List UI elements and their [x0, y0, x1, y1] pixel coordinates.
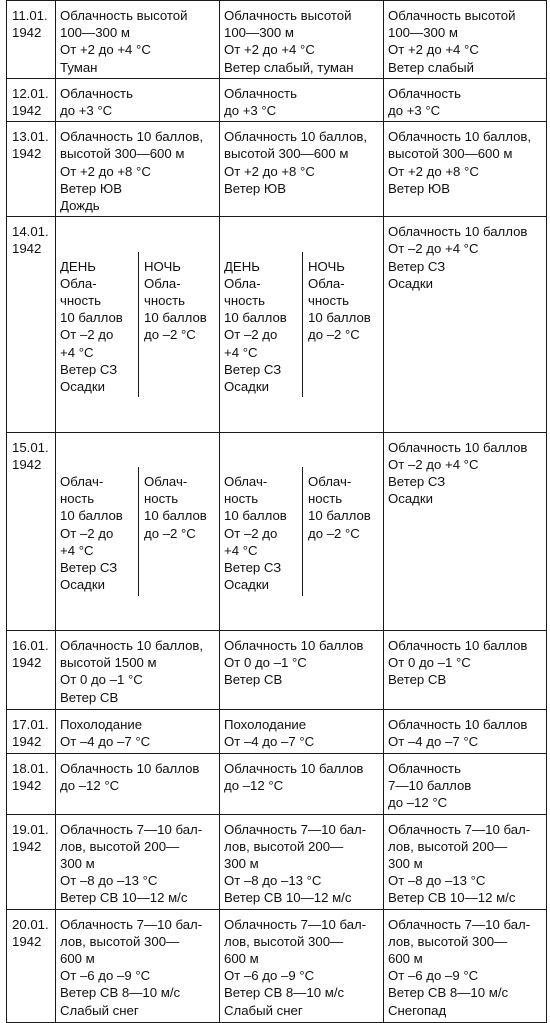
- table-row: [7, 122, 547, 217]
- weather-cell: Облачность 10 баллов до –12 °С: [220, 753, 384, 814]
- weather-cell: Облачность до +3 °С: [220, 78, 384, 121]
- table-row: [7, 753, 547, 814]
- date-cell: 12.01. 1942: [7, 78, 56, 121]
- weather-cell: Облачность 10 баллов От –2 до +4 °С Ветер СЗ Осадки: [384, 217, 547, 432]
- weather-cell: Облачность высотой 100—300 м От +2 до +4 °С Ветер слабый: [384, 1, 547, 79]
- day-night-cell: [220, 432, 384, 630]
- weather-table: [6, 0, 547, 1023]
- day-night-cell: [220, 217, 384, 432]
- table-row: [7, 630, 547, 709]
- table-row: [7, 432, 547, 630]
- weather-cell: Облачность 10 баллов От –4 до –7 °С: [384, 709, 547, 753]
- weather-cell: Облачность 7—10 бал- лов, высотой 200— 300 м От –8 до –13 °С Ветер СВ 10—12 м/с: [384, 814, 547, 909]
- table-row: [7, 909, 547, 1022]
- weather-cell: Облачность 10 баллов, высотой 300—600 м От +2 до +8 °С Ветер ЮВ: [220, 122, 384, 217]
- weather-cell: Облачность 10 баллов От 0 до –1 °С Ветер СВ: [220, 630, 384, 709]
- weather-cell: Облачность до +3 °С: [56, 78, 220, 121]
- table-row: [7, 78, 547, 121]
- day-sub-cell: Облач- ность 10 баллов От –2 до +4 °С Ветер СЗ Осадки: [56, 467, 139, 595]
- table-row: [7, 709, 547, 753]
- weather-cell: Облачность 7—10 бал- лов, высотой 200— 300 м От –8 до –13 °С Ветер СВ 10—12 м/с: [56, 814, 220, 909]
- day-night-cell: [56, 217, 220, 432]
- weather-cell: Облачность 10 баллов, высотой 300—600 м От +2 до +8 °С Ветер ЮВ: [384, 122, 547, 217]
- date-cell: 14.01. 1942: [7, 217, 56, 432]
- weather-cell: Похолодание От –4 до –7 °С: [220, 709, 384, 753]
- weather-cell: Облачность 10 баллов, высотой 300—600 м От +2 до +8 °С Ветер ЮВ Дождь: [56, 122, 220, 217]
- date-cell: 11.01. 1942: [7, 1, 56, 79]
- day-night-cell: [56, 432, 220, 630]
- table-row: [7, 814, 547, 909]
- day-sub-cell: Облач- ность 10 баллов От –2 до +4 °С Ветер СЗ Осадки: [220, 467, 303, 595]
- weather-cell: Облачность 10 баллов От –2 до +4 °С Ветер СЗ Осадки: [384, 432, 547, 630]
- weather-cell: Облачность высотой 100—300 м От +2 до +4 °С Ветер слабый, туман: [220, 1, 384, 79]
- night-sub-cell: НОЧЬ Обла- чность 10 баллов до –2 °С: [144, 258, 207, 343]
- date-cell: 16.01. 1942: [7, 630, 56, 709]
- weather-cell: Облачность 10 баллов до –12 °С: [56, 753, 220, 814]
- night-sub-cell: НОЧЬ Обла- чность 10 баллов до –2 °С: [308, 258, 371, 343]
- date-cell: 17.01. 1942: [7, 709, 56, 753]
- weather-cell: Облачность 7—10 бал- лов, высотой 300— 600 м От –6 до –9 °С Ветер СВ 8—10 м/с Снегопад: [384, 909, 547, 1022]
- weather-cell: Облачность высотой 100—300 м От +2 до +4 °С Туман: [56, 1, 220, 79]
- table-row: [7, 217, 547, 432]
- weather-cell: Облачность 7—10 бал- лов, высотой 300— 600 м От –6 до –9 °С Ветер СВ 8—10 м/с Слабый снег: [220, 909, 384, 1022]
- night-sub-cell: Облач- ность 10 баллов до –2 °С: [308, 474, 371, 541]
- date-cell: 15.01. 1942: [7, 432, 56, 630]
- day-sub-cell: ДЕНЬ Обла- чность 10 баллов От –2 до +4 °С Ветер СЗ Осадки: [220, 252, 303, 398]
- date-cell: 19.01. 1942: [7, 814, 56, 909]
- weather-cell: Облачность 7—10 баллов до –12 °С: [384, 753, 547, 814]
- weather-cell: Облачность до +3 °С: [384, 78, 547, 121]
- night-sub-cell: Облач- ность 10 баллов до –2 °С: [144, 474, 207, 541]
- date-cell: 13.01. 1942: [7, 122, 56, 217]
- weather-cell: Облачность 10 баллов От 0 до –1 °С Ветер СВ: [384, 630, 547, 709]
- weather-cell: Облачность 10 баллов, высотой 1500 м От 0 до –1 °С Ветер СВ: [56, 630, 220, 709]
- table-row: [7, 1, 547, 79]
- weather-cell: Облачность 7—10 бал- лов, высотой 300— 600 м От –6 до –9 °С Ветер СВ 8—10 м/с Слабый снег: [56, 909, 220, 1022]
- weather-cell: Похолодание От –4 до –7 °С: [56, 709, 220, 753]
- weather-cell: Облачность 7—10 бал- лов, высотой 200— 300 м От –8 до –13 °С Ветер СВ 10—12 м/с: [220, 814, 384, 909]
- date-cell: 18.01. 1942: [7, 753, 56, 814]
- day-sub-cell: ДЕНЬ Обла- чность 10 баллов От –2 до +4 °С Ветер СЗ Осадки: [56, 252, 139, 398]
- date-cell: 20.01. 1942: [7, 909, 56, 1022]
